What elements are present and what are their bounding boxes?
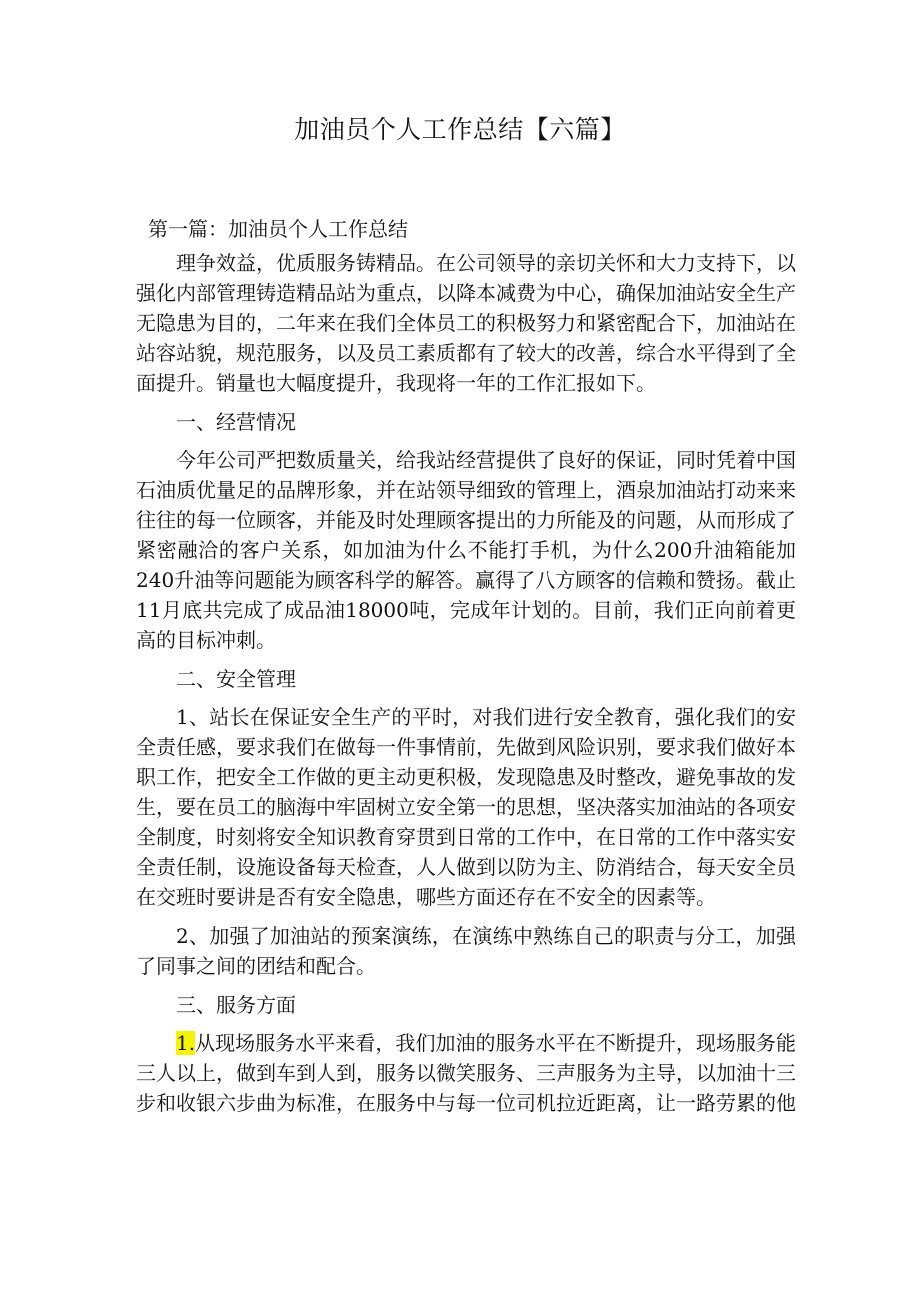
- document-title: 加油员个人工作总结【六篇】: [294, 115, 626, 144]
- intro-paragraph: 理争效益，优质服务铸精品。在公司领导的亲切关怀和大力支持下，以强化内部管理铸造精品站为重点，以降本减费为中心，确保加油站安全生产无隐患为目的，二年来在我们全体员工的积极努力和紧密配合下，加油站在站容站貌，规范服务，以及员工素质都有了较大的改善，综合水平得到了全面提升。销量也大幅度提升，我现将一年的工作汇报如下。: [136, 251, 796, 395]
- section-title-1: 第一篇：加油员个人工作总结: [148, 217, 408, 241]
- heading-service: 三、服务方面: [176, 992, 296, 1017]
- document-body: [136, 214, 796, 1127]
- highlighted-list-number: 1.: [176, 1031, 196, 1056]
- service-paragraph: [136, 1028, 796, 1118]
- safety-paragraph-1: 1、站长在保证安全生产的平时，对我们进行安全教育，强化我们的安全责任感，要求我们在做每一件事情前，先做到风险识别，要求我们做好本职工作，把安全工作做的更主动更积极，发现隐患及时整改，避免事故的发生，要在员工的脑海中牢固树立安全第一的思想，坚决落实加油站的各项安全制度，时刻将安全知识教育穿贯到日常的工作中，在日常的工作中落实安全责任制，设施设备每天检查，人人做到以防为主、防消结合，每天安全员在交班时要讲是否有安全隐患，哪些方面还存在不安全的因素等。: [136, 705, 796, 910]
- business-paragraph: 今年公司严把数质量关，给我站经营提供了良好的保证，同时凭着中国石油质优量足的品牌形象，并在站领导细致的管理上，酒泉加油站打动来来往往的每一位顾客，并能及时处理顾客提出的力所能及的问题，从而形成了紧密融洽的客户关系，如加油为什么不能打手机，为什么200升油箱能加240升油等问题能为顾客科学的解答。赢得了八方顾客的信赖和赞扬。截止11月底共完成了成品油18000吨，完成年计划的。目前，我们正向前着更高的目标冲刺。: [136, 448, 796, 653]
- heading-safety: 二、安全管理: [176, 666, 296, 691]
- safety-paragraph-2: 2、加强了加油站的预案演练，在演练中熟练自己的职责与分工，加强了同事之间的团结和配合。: [136, 923, 796, 978]
- service-paragraph-text: 从现场服务水平来看，我们加油的服务水平在不断提升，现场服务能三人以上，做到车到人到，服务以微笑服务、三声服务为主导，以加油十三步和收银六步曲为标准，在服务中与每一位司机拉近距离，让一路劳累的他: [136, 1031, 796, 1116]
- heading-business: 一、经营情况: [176, 409, 296, 434]
